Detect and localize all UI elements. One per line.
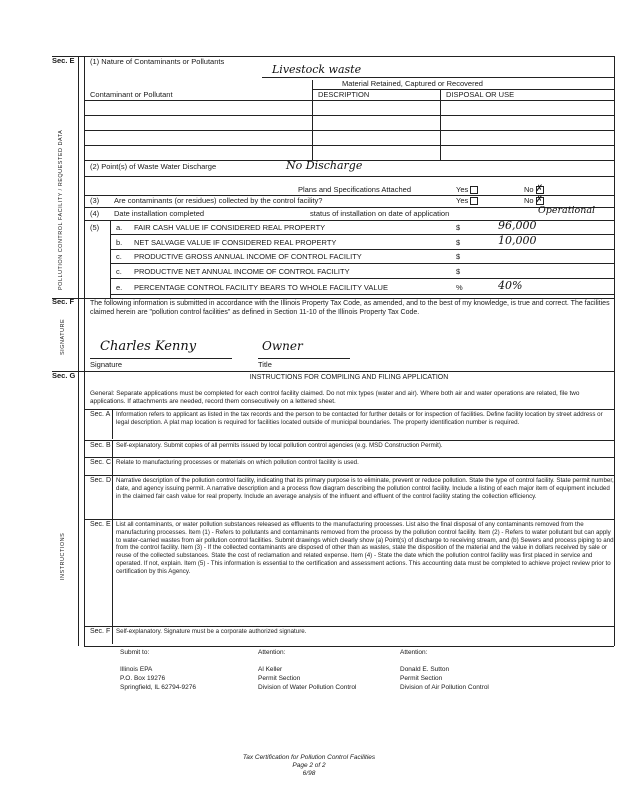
fin-row-line	[110, 234, 614, 235]
footer-line-1: Tax Certification for Pollution Control Facilities	[242, 754, 376, 761]
col-disposal: DISPOSAL OR USE	[446, 90, 515, 99]
attention2-label: Attention:	[400, 649, 428, 656]
instruction-row-text: Relate to manufacturing processes or materials on which pollution control facility is used.	[116, 459, 359, 466]
fin-letter: c.	[116, 267, 122, 276]
sec-f-side-label: SIGNATURE	[60, 318, 66, 355]
instruction-row-line	[84, 440, 614, 441]
fin-value: 96,000	[498, 219, 537, 232]
left-rail-line	[78, 56, 79, 646]
instruction-row-label: Sec. C	[90, 459, 112, 466]
table-line-4	[84, 145, 614, 146]
fin-symbol: $	[456, 238, 461, 247]
plans-yes[interactable]	[456, 186, 478, 195]
item4-status: status of installation on date of application	[310, 209, 450, 218]
instruction-row-divider	[112, 457, 113, 476]
sec-g-top-line	[52, 371, 614, 372]
fin-letter: a.	[116, 223, 123, 232]
instruction-row-text: Self-explanatory. Submit copies of all permits issued by local pollution control agencies (e.g. MSD Construction Permit).	[116, 442, 443, 449]
instruction-row-label: Sec. B	[90, 442, 111, 449]
item4-num: (4)	[90, 209, 100, 218]
sec-f-top-line	[52, 298, 614, 299]
att1-line-1: Al Keller	[258, 666, 283, 673]
item3-no-checkbox[interactable]	[535, 194, 544, 205]
sec-e-side-label: POLLUTION CONTROL FACILITY / REQUESTED DATA	[58, 129, 64, 290]
item3-label: Are contaminants (or residues) collected by the control facility?	[114, 196, 323, 205]
att1-line-3: Division of Water Pollution Control	[258, 684, 357, 691]
instruction-row-label: Sec. F	[90, 628, 111, 635]
title-value: Owner	[262, 339, 303, 353]
fin-symbol: %	[456, 283, 463, 292]
fin-row-line	[110, 278, 614, 279]
col-description: DESCRIPTION	[318, 90, 370, 99]
instruction-row-line	[84, 475, 614, 476]
plans-yes-checkbox[interactable]	[470, 186, 478, 194]
sec-e-label: Sec. E	[52, 56, 75, 65]
right-frame-line	[614, 56, 615, 646]
fin-letter: c.	[116, 252, 122, 261]
table-line-1	[84, 100, 614, 101]
instruction-row-divider	[112, 626, 113, 644]
instruction-row-label: Sec. D	[90, 477, 112, 484]
item3-line	[84, 207, 614, 208]
addr-line-1: Illinois EPA	[120, 666, 153, 673]
item3-num: (3)	[90, 196, 100, 205]
instruction-row-text: Information refers to applicant as listed in the tax records and the person to be contacted for further details or for inspection of facilities. Define facility location by street address or legal description. A plat map location is required for facilities located outside of municipal boundaries. The property identification number is required.	[116, 411, 603, 426]
fin-symbol: $	[456, 223, 461, 232]
footer-line-2: Page 2 of 2	[292, 762, 326, 769]
plans-yes-label: Yes	[456, 185, 469, 194]
instruction-row-divider	[112, 440, 113, 458]
signature-label: Signature	[90, 360, 123, 369]
sec-f-label: Sec. F	[52, 297, 75, 306]
plans-no-label: No	[524, 185, 534, 194]
item3-yes[interactable]	[456, 197, 478, 206]
fin-label: FAIR CASH VALUE IF CONSIDERED REAL PROPERTY	[134, 223, 326, 232]
title-line	[258, 358, 350, 359]
plans-no-checkbox[interactable]	[535, 183, 544, 194]
instruction-row-divider	[112, 475, 113, 519]
fin-label: PERCENTAGE CONTROL FACILITY BEARS TO WHOLE FACILITY VALUE	[134, 283, 388, 292]
fin-row-line	[110, 263, 614, 264]
plans-label: Plans and Specifications Attached	[298, 185, 411, 194]
instruction-row-divider	[112, 519, 113, 627]
item5-divider	[110, 220, 111, 298]
item4-label: Date installation completed	[114, 209, 205, 218]
signature-line	[90, 358, 232, 359]
item1-underline	[262, 77, 614, 78]
instruction-row-line	[84, 519, 614, 520]
att2-line-3: Division of Air Pollution Control	[400, 684, 489, 691]
fin-label: NET SALVAGE VALUE IF CONSIDERED REAL PROPERTY	[134, 238, 337, 247]
item1-value: Livestock waste	[272, 63, 362, 76]
att2-line-2: Permit Section	[400, 675, 443, 682]
sec-g-side-label: INSTRUCTIONS	[60, 532, 66, 580]
item1-label: (1) Nature of Contaminants or Pollutants	[90, 57, 225, 66]
att1-line-2: Permit Section	[258, 675, 301, 682]
fin-value: 40%	[498, 279, 523, 292]
instruction-row-line	[84, 626, 614, 627]
check-mark-icon: ✗	[535, 183, 544, 194]
sec-g-general: General: Separate applications must be completed for each control facility claimed. Do not mix types (water and air). Where both air and water operations are related, file two applications. If attachments are needed, record them consecutively on a lettered sheet.	[90, 390, 580, 405]
fin-value: 10,000	[498, 234, 537, 247]
check-mark-icon: ✗	[535, 194, 544, 205]
title-label: Title	[258, 360, 272, 369]
table-line-3	[84, 130, 614, 131]
instruction-row-text: Narrative description of the pollution control facility, indicating that its primary purpose is to eliminate, prevent or reduce pollution. State the type of control facility. State permit number, date, and agency issuing permit. A narrative description and a process flow diagram describing the pollution control facility. Include a listing of each major item of equipment included in the claimed fair cash value for real property. Include an average analysis of the influent and effluent of the control facility stating the collection efficiency.	[116, 477, 614, 500]
fin-label: PRODUCTIVE GROSS ANNUAL INCOME OF CONTROL FACILITY	[134, 252, 362, 261]
item3-no-label: No	[524, 196, 534, 205]
item2-label: (2) Point(s) of Waste Water Discharge	[90, 162, 217, 171]
item3-yes-label: Yes	[456, 196, 469, 205]
att2-line-1: Donald E. Sutton	[400, 666, 450, 673]
sec-g-label: Sec. G	[52, 371, 76, 380]
item3-yes-checkbox[interactable]	[470, 197, 478, 205]
item2-underline	[84, 176, 614, 177]
item2-value: No Discharge	[286, 159, 363, 172]
instruction-row-line	[84, 457, 614, 458]
addr-line-3: Springfield, IL 62794-9276	[120, 684, 197, 691]
instruction-row-text: List all contaminants, or water pollution substances released as effluents to the manufacturing processes. List also the final disposal of any contaminants removed from the manufacturing processes. Item (1) - Refers to pollutants and contaminants removed from the process by the pollution control facility. Item (2) - Refers to water pollutant but can apply to water-carried wastes from air pollution control facilities. Submit drawings which clearly show (a) Point(s) of discharge to receiving stream, and (b) Sewers and process piping to and from the control facility. Item (3) - If the collected contaminants are disposed of other than as wastes, state the disposition of the material and the value in dollars received by sale or reuse of the collected substances. State the cost of reclamation and related expense. Item (4) - State the date which the pollution control facility was first placed in service and operated. If not, explain. Item (5) - This information is essential to the certification and assessment actions. This accounting data must be completed to achieve project review prior to certification by this Agency.	[116, 521, 614, 575]
item5-num: (5)	[90, 223, 100, 232]
fin-row-line	[110, 249, 614, 250]
fin-label: PRODUCTIVE NET ANNUAL INCOME OF CONTROL FACILITY	[134, 267, 350, 276]
attention1-label: Attention:	[258, 649, 286, 656]
submit-to-label: Submit to:	[120, 649, 150, 656]
material-header: Material Retained, Captured or Recovered	[342, 79, 483, 88]
instruction-row-text: Self-explanatory. Signature must be a corporate authorized signature.	[116, 628, 307, 635]
footer-line-3: 6/98	[302, 770, 316, 777]
instruction-row-divider	[112, 409, 113, 439]
fin-symbol: $	[456, 252, 461, 261]
signature-value: Charles Kenny	[100, 339, 197, 354]
item4-value: Operational	[538, 205, 596, 216]
fin-row-line	[110, 294, 614, 295]
instruction-row-label: Sec. A	[90, 411, 111, 418]
fin-letter: e.	[116, 283, 123, 292]
instruction-row-line	[84, 409, 614, 410]
col-divider-1	[312, 80, 313, 160]
fin-letter: b.	[116, 238, 123, 247]
instruction-row-label: Sec. E	[90, 521, 111, 528]
col-contaminant: Contaminant or Pollutant	[90, 90, 173, 99]
addr-line-2: P.O. Box 19276	[120, 675, 166, 682]
sec-f-statement: The following information is submitted in accordance with the Illinois Property Tax Code, as amended, and to the best of my knowledge, is true and correct. The facilities claimed herein are "pollution control facilities" as defined in Section 11-10 of the Illinois Property Tax Code.	[90, 300, 610, 316]
submit-line	[84, 646, 614, 647]
table-line-2	[84, 115, 614, 116]
sec-g-header: INSTRUCTIONS FOR COMPILING AND FILING APPLICATION	[249, 374, 449, 381]
fin-symbol: $	[456, 267, 461, 276]
